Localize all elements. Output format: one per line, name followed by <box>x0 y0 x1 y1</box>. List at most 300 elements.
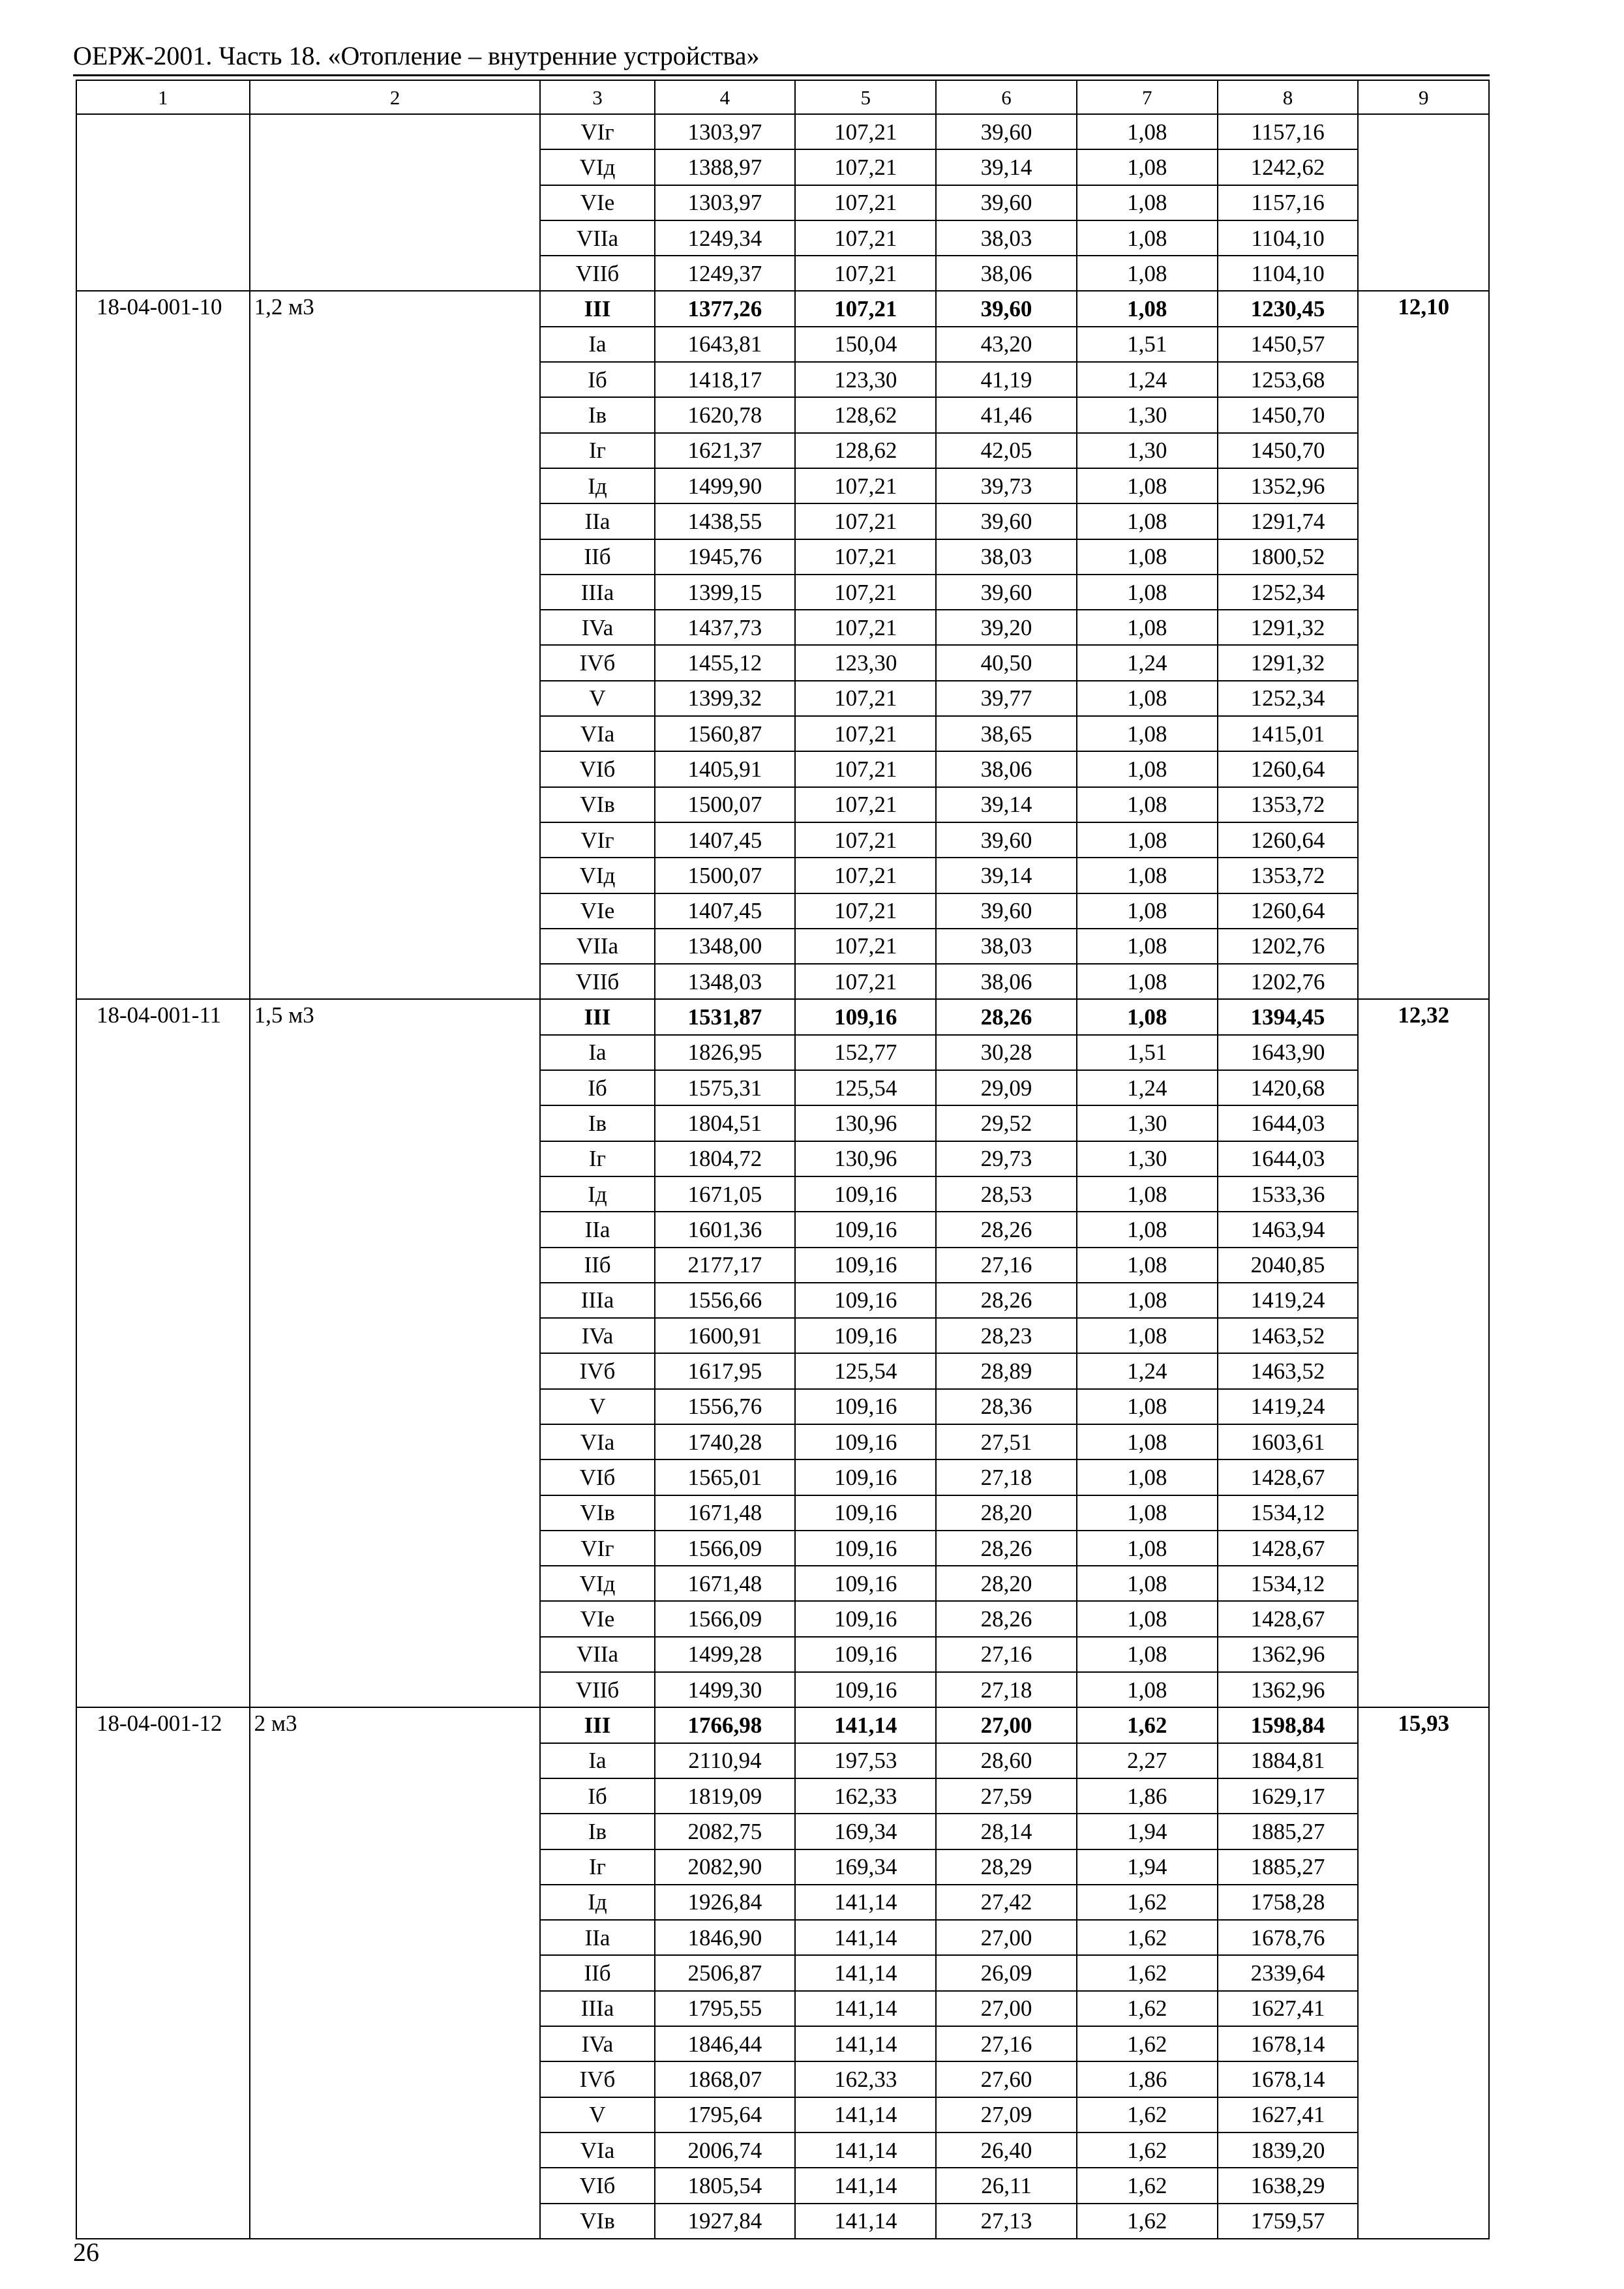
table-cell: 1249,37 <box>655 256 796 291</box>
table-cell: 1560,87 <box>655 716 796 751</box>
table-cell: 1601,36 <box>655 1212 796 1247</box>
table-cell: 28,14 <box>936 1814 1077 1849</box>
table-cell: VIд <box>540 149 654 185</box>
table-cell: 1,08 <box>1077 1637 1218 1672</box>
table-cell: 1,62 <box>1077 1707 1218 1743</box>
table-cell: 1450,57 <box>1218 327 1359 362</box>
table-cell: 1621,37 <box>655 433 796 468</box>
table-cell: 1,62 <box>1077 2204 1218 2239</box>
table-cell: 197,53 <box>795 1743 936 1778</box>
table-cell: VIe <box>540 1601 654 1636</box>
table-cell: 141,14 <box>795 2097 936 2132</box>
table-cell: 1,24 <box>1077 1070 1218 1105</box>
table-cell: 109,16 <box>795 1531 936 1566</box>
rate-code-cell: 18-04-001-10 <box>76 291 250 999</box>
table-cell: 1,08 <box>1077 751 1218 786</box>
table-cell: 107,21 <box>795 681 936 716</box>
table-cell: Ia <box>540 1743 654 1778</box>
table-cell: 1252,34 <box>1218 681 1359 716</box>
table-cell: 1399,32 <box>655 681 796 716</box>
table-cell: 1556,76 <box>655 1389 796 1424</box>
table-cell: IIIa <box>540 575 654 610</box>
table-cell: 141,14 <box>795 2204 936 2239</box>
table-cell: 1534,12 <box>1218 1495 1359 1531</box>
table-cell: 1463,94 <box>1218 1212 1359 1247</box>
table-cell: 1,62 <box>1077 1991 1218 2026</box>
table-cell: 125,54 <box>795 1070 936 1105</box>
table-cell: 1,62 <box>1077 1955 1218 1990</box>
table-cell: 1598,84 <box>1218 1707 1359 1743</box>
table-cell: 1,24 <box>1077 362 1218 397</box>
column9-value-cell: 15,93 <box>1358 1707 1489 2238</box>
table-cell: 1399,15 <box>655 575 796 610</box>
table-cell: 1,08 <box>1077 1672 1218 1707</box>
table-cell: 1,08 <box>1077 539 1218 575</box>
table-cell: 1,24 <box>1077 645 1218 680</box>
table-cell: 1,86 <box>1077 1778 1218 1814</box>
table-cell: 1499,28 <box>655 1637 796 1672</box>
table-cell: 42,05 <box>936 433 1077 468</box>
table-cell: 1534,12 <box>1218 1566 1359 1601</box>
table-cell: 1499,30 <box>655 1672 796 1707</box>
table-cell: VIa <box>540 2132 654 2168</box>
table-cell: 1603,61 <box>1218 1424 1359 1459</box>
table-cell: VIIб <box>540 964 654 999</box>
table-cell: III <box>540 999 654 1034</box>
table-cell: 39,14 <box>936 787 1077 822</box>
table-cell: Iд <box>540 468 654 503</box>
table-cell: 27,18 <box>936 1672 1077 1707</box>
table-cell: 2110,94 <box>655 1743 796 1778</box>
table-cell: 1819,09 <box>655 1778 796 1814</box>
table-cell: 1252,34 <box>1218 575 1359 610</box>
table-cell: 1,51 <box>1077 327 1218 362</box>
table-cell: 107,21 <box>795 468 936 503</box>
table-cell: VIб <box>540 751 654 786</box>
table-cell: 1671,05 <box>655 1176 796 1212</box>
table-cell: 109,16 <box>795 1495 936 1531</box>
rate-name-cell: 1,2 м3 <box>250 291 541 999</box>
table-cell: 28,23 <box>936 1318 1077 1353</box>
table-cell: 1,94 <box>1077 1814 1218 1849</box>
table-cell: 1,08 <box>1077 716 1218 751</box>
table-cell: 39,60 <box>936 291 1077 326</box>
table-cell: 1565,01 <box>655 1459 796 1495</box>
table-cell: 1407,45 <box>655 893 796 929</box>
table-cell: 27,00 <box>936 1707 1077 1743</box>
table-cell: 39,60 <box>936 503 1077 539</box>
table-cell: 109,16 <box>795 1566 936 1601</box>
table-cell: IVб <box>540 645 654 680</box>
table-cell: 1157,16 <box>1218 185 1359 220</box>
table-cell: 1500,07 <box>655 787 796 822</box>
column9-value-cell <box>1358 114 1489 291</box>
table-cell: III <box>540 1707 654 1743</box>
table-cell: 107,21 <box>795 220 936 256</box>
table-cell: 1885,27 <box>1218 1849 1359 1885</box>
table-cell: III <box>540 291 654 326</box>
table-cell: 1428,67 <box>1218 1601 1359 1636</box>
table-cell: 1556,66 <box>655 1283 796 1318</box>
table-cell: VIв <box>540 1495 654 1531</box>
table-cell: 1617,95 <box>655 1353 796 1388</box>
table-cell: 28,36 <box>936 1389 1077 1424</box>
table-cell: 38,06 <box>936 256 1077 291</box>
table-cell: Iб <box>540 362 654 397</box>
table-cell: 107,21 <box>795 822 936 858</box>
table-cell: 39,60 <box>936 185 1077 220</box>
table-cell: V <box>540 681 654 716</box>
table-cell: 109,16 <box>795 1318 936 1353</box>
table-cell: 1,08 <box>1077 681 1218 716</box>
table-cell: 1,08 <box>1077 1389 1218 1424</box>
table-cell: 41,19 <box>936 362 1077 397</box>
table-cell: VIг <box>540 822 654 858</box>
table-cell: 1627,41 <box>1218 1991 1359 2026</box>
table-cell: 1352,96 <box>1218 468 1359 503</box>
table-cell: 1348,03 <box>655 964 796 999</box>
table-cell: 1627,41 <box>1218 2097 1359 2132</box>
table-cell: 1671,48 <box>655 1566 796 1601</box>
table-cell: 39,60 <box>936 893 1077 929</box>
table-cell: 1291,32 <box>1218 610 1359 645</box>
table-cell: 1428,67 <box>1218 1531 1359 1566</box>
table-cell: 107,21 <box>795 716 936 751</box>
table-cell: 141,14 <box>795 2026 936 2061</box>
table-cell: 1,08 <box>1077 291 1218 326</box>
table-cell: 107,21 <box>795 503 936 539</box>
table-cell: Iб <box>540 1070 654 1105</box>
table-cell: 1740,28 <box>655 1424 796 1459</box>
table-cell: 162,33 <box>795 2061 936 2097</box>
table-cell: 1644,03 <box>1218 1141 1359 1176</box>
table-cell: VIг <box>540 1531 654 1566</box>
table-cell: 1,08 <box>1077 575 1218 610</box>
table-cell: 109,16 <box>795 1176 936 1212</box>
table-cell: 1407,45 <box>655 822 796 858</box>
table-cell: 1795,55 <box>655 1991 796 2026</box>
table-cell: 1,08 <box>1077 1318 1218 1353</box>
table-cell: 128,62 <box>795 433 936 468</box>
table-cell: 38,03 <box>936 220 1077 256</box>
table-cell: 109,16 <box>795 1424 936 1459</box>
table-cell: 1,30 <box>1077 1141 1218 1176</box>
table-cell: 1759,57 <box>1218 2204 1359 2239</box>
table-cell: Iв <box>540 397 654 432</box>
table-cell: 1,08 <box>1077 1176 1218 1212</box>
table-cell: 1533,36 <box>1218 1176 1359 1212</box>
table-row <box>76 999 1489 1034</box>
table-cell: 1394,45 <box>1218 999 1359 1034</box>
table-cell: IVб <box>540 1353 654 1388</box>
table-cell: 141,14 <box>795 1920 936 1955</box>
table-cell: 141,14 <box>795 2168 936 2203</box>
table-cell: 1839,20 <box>1218 2132 1359 2168</box>
table-cell: 1,08 <box>1077 822 1218 858</box>
table-cell: 39,20 <box>936 610 1077 645</box>
table-cell: 123,30 <box>795 362 936 397</box>
table-cell: 1348,00 <box>655 929 796 964</box>
table-cell: IIб <box>540 539 654 575</box>
table-cell: 141,14 <box>795 2132 936 2168</box>
rate-code-cell: 18-04-001-11 <box>76 999 250 1707</box>
table-cell: 1868,07 <box>655 2061 796 2097</box>
table-cell: 1,08 <box>1077 1248 1218 1283</box>
table-cell: 28,53 <box>936 1176 1077 1212</box>
table-cell: Ia <box>540 327 654 362</box>
table-cell: 39,14 <box>936 149 1077 185</box>
table-cell: 1377,26 <box>655 291 796 326</box>
table-cell: 1419,24 <box>1218 1389 1359 1424</box>
table-cell: 2,27 <box>1077 1743 1218 1778</box>
table-cell: 109,16 <box>795 1601 936 1636</box>
table-cell: 109,16 <box>795 1459 936 1495</box>
column-number-cell: 5 <box>795 80 936 114</box>
table-cell: Iв <box>540 1814 654 1849</box>
table-cell: 38,03 <box>936 929 1077 964</box>
table-cell: 1,30 <box>1077 1105 1218 1141</box>
table-cell: 1,08 <box>1077 1459 1218 1495</box>
table-cell: 1303,97 <box>655 185 796 220</box>
table-cell: 1419,24 <box>1218 1283 1359 1318</box>
table-cell: IVa <box>540 2026 654 2061</box>
table-cell: 109,16 <box>795 1672 936 1707</box>
table-cell: 1438,55 <box>655 503 796 539</box>
table-cell: 1,08 <box>1077 893 1218 929</box>
table-cell: 41,46 <box>936 397 1077 432</box>
table-cell: 109,16 <box>795 1248 936 1283</box>
table-cell: 1415,01 <box>1218 716 1359 751</box>
table-cell: IIIa <box>540 1283 654 1318</box>
table-cell: VIIa <box>540 220 654 256</box>
table-cell: 1291,32 <box>1218 645 1359 680</box>
table-cell: 28,26 <box>936 1531 1077 1566</box>
column-number-cell: 9 <box>1358 80 1489 114</box>
table-cell: 1104,10 <box>1218 220 1359 256</box>
table-cell: 169,34 <box>795 1849 936 1885</box>
table-cell: 1,08 <box>1077 1424 1218 1459</box>
table-cell: 1927,84 <box>655 2204 796 2239</box>
table-cell: 1805,54 <box>655 2168 796 2203</box>
table-cell: 1531,87 <box>655 999 796 1034</box>
table-cell: 38,06 <box>936 964 1077 999</box>
table-cell: 123,30 <box>795 645 936 680</box>
table-cell: 1,08 <box>1077 929 1218 964</box>
table-cell: 162,33 <box>795 1778 936 1814</box>
table-cell: 1,62 <box>1077 2168 1218 2203</box>
table-cell: 26,11 <box>936 2168 1077 2203</box>
table-cell: 1826,95 <box>655 1035 796 1070</box>
table-cell: 2506,87 <box>655 1955 796 1990</box>
column9-value-cell: 12,10 <box>1358 291 1489 999</box>
column-number-cell: 4 <box>655 80 796 114</box>
table-cell: 1643,90 <box>1218 1035 1359 1070</box>
table-cell: 1804,51 <box>655 1105 796 1141</box>
table-cell: 1463,52 <box>1218 1353 1359 1388</box>
table-cell: 28,26 <box>936 1601 1077 1636</box>
table-cell: 1230,45 <box>1218 291 1359 326</box>
table-cell: 107,21 <box>795 256 936 291</box>
table-cell: 1253,68 <box>1218 362 1359 397</box>
table-cell: 27,51 <box>936 1424 1077 1459</box>
column-number-cell: 3 <box>540 80 654 114</box>
table-row <box>76 291 1489 326</box>
table-cell: 107,21 <box>795 751 936 786</box>
table-cell: 1,30 <box>1077 397 1218 432</box>
table-cell: 141,14 <box>795 1955 936 1990</box>
table-cell: 38,65 <box>936 716 1077 751</box>
table-cell: 1846,90 <box>655 1920 796 1955</box>
table-cell: VIв <box>540 787 654 822</box>
table-cell: 2177,17 <box>655 1248 796 1283</box>
table-cell: 1,86 <box>1077 2061 1218 2097</box>
table-cell: V <box>540 1389 654 1424</box>
table-cell: 27,60 <box>936 2061 1077 2097</box>
table-cell: 29,52 <box>936 1105 1077 1141</box>
table-cell: 141,14 <box>795 1885 936 1920</box>
column-number-cell: 2 <box>250 80 541 114</box>
table-cell: 26,40 <box>936 2132 1077 2168</box>
table-cell: 30,28 <box>936 1035 1077 1070</box>
table-cell: 2082,90 <box>655 1849 796 1885</box>
table-cell: 1,08 <box>1077 468 1218 503</box>
table-cell: VIIб <box>540 256 654 291</box>
table-cell: 1644,03 <box>1218 1105 1359 1141</box>
table-cell: 130,96 <box>795 1141 936 1176</box>
table-cell: 39,60 <box>936 575 1077 610</box>
table-cell: 27,59 <box>936 1778 1077 1814</box>
table-cell: Iг <box>540 1849 654 1885</box>
table-cell: 27,09 <box>936 2097 1077 2132</box>
column-number-cell: 7 <box>1077 80 1218 114</box>
table-cell: 1260,64 <box>1218 893 1359 929</box>
table-cell: VIв <box>540 2204 654 2239</box>
table-cell: IVб <box>540 2061 654 2097</box>
table-cell: 150,04 <box>795 327 936 362</box>
table-cell: 1800,52 <box>1218 539 1359 575</box>
table-cell: 1,08 <box>1077 503 1218 539</box>
table-cell: IIa <box>540 503 654 539</box>
table-cell: 1202,76 <box>1218 964 1359 999</box>
table-cell: 1,08 <box>1077 610 1218 645</box>
table-cell: 107,21 <box>795 858 936 893</box>
table-cell: 27,00 <box>936 1991 1077 2026</box>
table-cell: 27,00 <box>936 1920 1077 1955</box>
table-cell: IIIa <box>540 1991 654 2026</box>
table-cell: 1362,96 <box>1218 1672 1359 1707</box>
table-cell: Ia <box>540 1035 654 1070</box>
table-cell: VIб <box>540 2168 654 2203</box>
table-cell: 1,08 <box>1077 1212 1218 1247</box>
table-cell: 107,21 <box>795 539 936 575</box>
table-cell: 2040,85 <box>1218 1248 1359 1283</box>
page-header-title: ОЕРЖ-2001. Часть 18. «Отопление – внутренние устройства» <box>73 41 760 70</box>
table-cell: 28,20 <box>936 1566 1077 1601</box>
table-cell: 1260,64 <box>1218 822 1359 858</box>
table-cell: 26,09 <box>936 1955 1077 1990</box>
table-cell: VIд <box>540 858 654 893</box>
table-cell: 1157,16 <box>1218 114 1359 149</box>
table-cell: VIe <box>540 185 654 220</box>
table-cell: 38,06 <box>936 751 1077 786</box>
table-cell: Iд <box>540 1176 654 1212</box>
table-cell: 141,14 <box>795 1707 936 1743</box>
table-cell: VIIa <box>540 929 654 964</box>
table-row <box>76 1707 1489 1743</box>
table-cell: 43,20 <box>936 327 1077 362</box>
table-cell: 2006,74 <box>655 2132 796 2168</box>
table-cell: 1945,76 <box>655 539 796 575</box>
table-row <box>76 114 1489 149</box>
table-cell: 1418,17 <box>655 362 796 397</box>
table-cell: 128,62 <box>795 397 936 432</box>
table-cell: 1499,90 <box>655 468 796 503</box>
table-cell: 1678,14 <box>1218 2061 1359 2097</box>
rate-name-cell <box>250 114 541 291</box>
table-cell: 1388,97 <box>655 149 796 185</box>
table-cell: 28,60 <box>936 1743 1077 1778</box>
table-cell: 27,13 <box>936 2204 1077 2239</box>
column-number-cell: 6 <box>936 80 1077 114</box>
table-cell: 28,26 <box>936 1212 1077 1247</box>
table-cell: Iг <box>540 1141 654 1176</box>
table-cell: 1678,14 <box>1218 2026 1359 2061</box>
table-cell: 1,08 <box>1077 114 1218 149</box>
table-cell: 1600,91 <box>655 1318 796 1353</box>
table-cell: 1671,48 <box>655 1495 796 1531</box>
table-cell: 107,21 <box>795 893 936 929</box>
table-cell: 1,08 <box>1077 1566 1218 1601</box>
table-cell: 28,29 <box>936 1849 1077 1885</box>
table-cell: 1575,31 <box>655 1070 796 1105</box>
table-cell: 1420,68 <box>1218 1070 1359 1105</box>
table-cell: VIa <box>540 1424 654 1459</box>
table-cell: 1291,74 <box>1218 503 1359 539</box>
table-cell: 39,14 <box>936 858 1077 893</box>
table-cell: 1242,62 <box>1218 149 1359 185</box>
table-cell: 28,26 <box>936 999 1077 1034</box>
table-cell: 27,16 <box>936 1248 1077 1283</box>
table-cell: 1,24 <box>1077 1353 1218 1388</box>
rate-code-cell: 18-04-001-12 <box>76 1707 250 2238</box>
table-cell: 1260,64 <box>1218 751 1359 786</box>
table-cell: 1795,64 <box>655 2097 796 2132</box>
table-cell: 1638,29 <box>1218 2168 1359 2203</box>
table-cell: 1,08 <box>1077 964 1218 999</box>
table-cell: Iв <box>540 1105 654 1141</box>
table-cell: 29,09 <box>936 1070 1077 1105</box>
table-cell: VIIб <box>540 1672 654 1707</box>
table-cell: 1804,72 <box>655 1141 796 1176</box>
table-cell: 1353,72 <box>1218 858 1359 893</box>
table-cell: 29,73 <box>936 1141 1077 1176</box>
table-cell: 1,30 <box>1077 433 1218 468</box>
table-cell: VIa <box>540 716 654 751</box>
table-cell: 1450,70 <box>1218 433 1359 468</box>
table-cell: 1620,78 <box>655 397 796 432</box>
table-cell: 1,08 <box>1077 220 1218 256</box>
table-cell: 107,21 <box>795 929 936 964</box>
table-cell: 40,50 <box>936 645 1077 680</box>
table-cell: 109,16 <box>795 1283 936 1318</box>
table-cell: 109,16 <box>795 1389 936 1424</box>
table-cell: 1566,09 <box>655 1601 796 1636</box>
table-cell: 27,18 <box>936 1459 1077 1495</box>
table-cell: 107,21 <box>795 787 936 822</box>
table-cell: 28,89 <box>936 1353 1077 1388</box>
column-number-cell: 8 <box>1218 80 1359 114</box>
table-cell: 2082,75 <box>655 1814 796 1849</box>
